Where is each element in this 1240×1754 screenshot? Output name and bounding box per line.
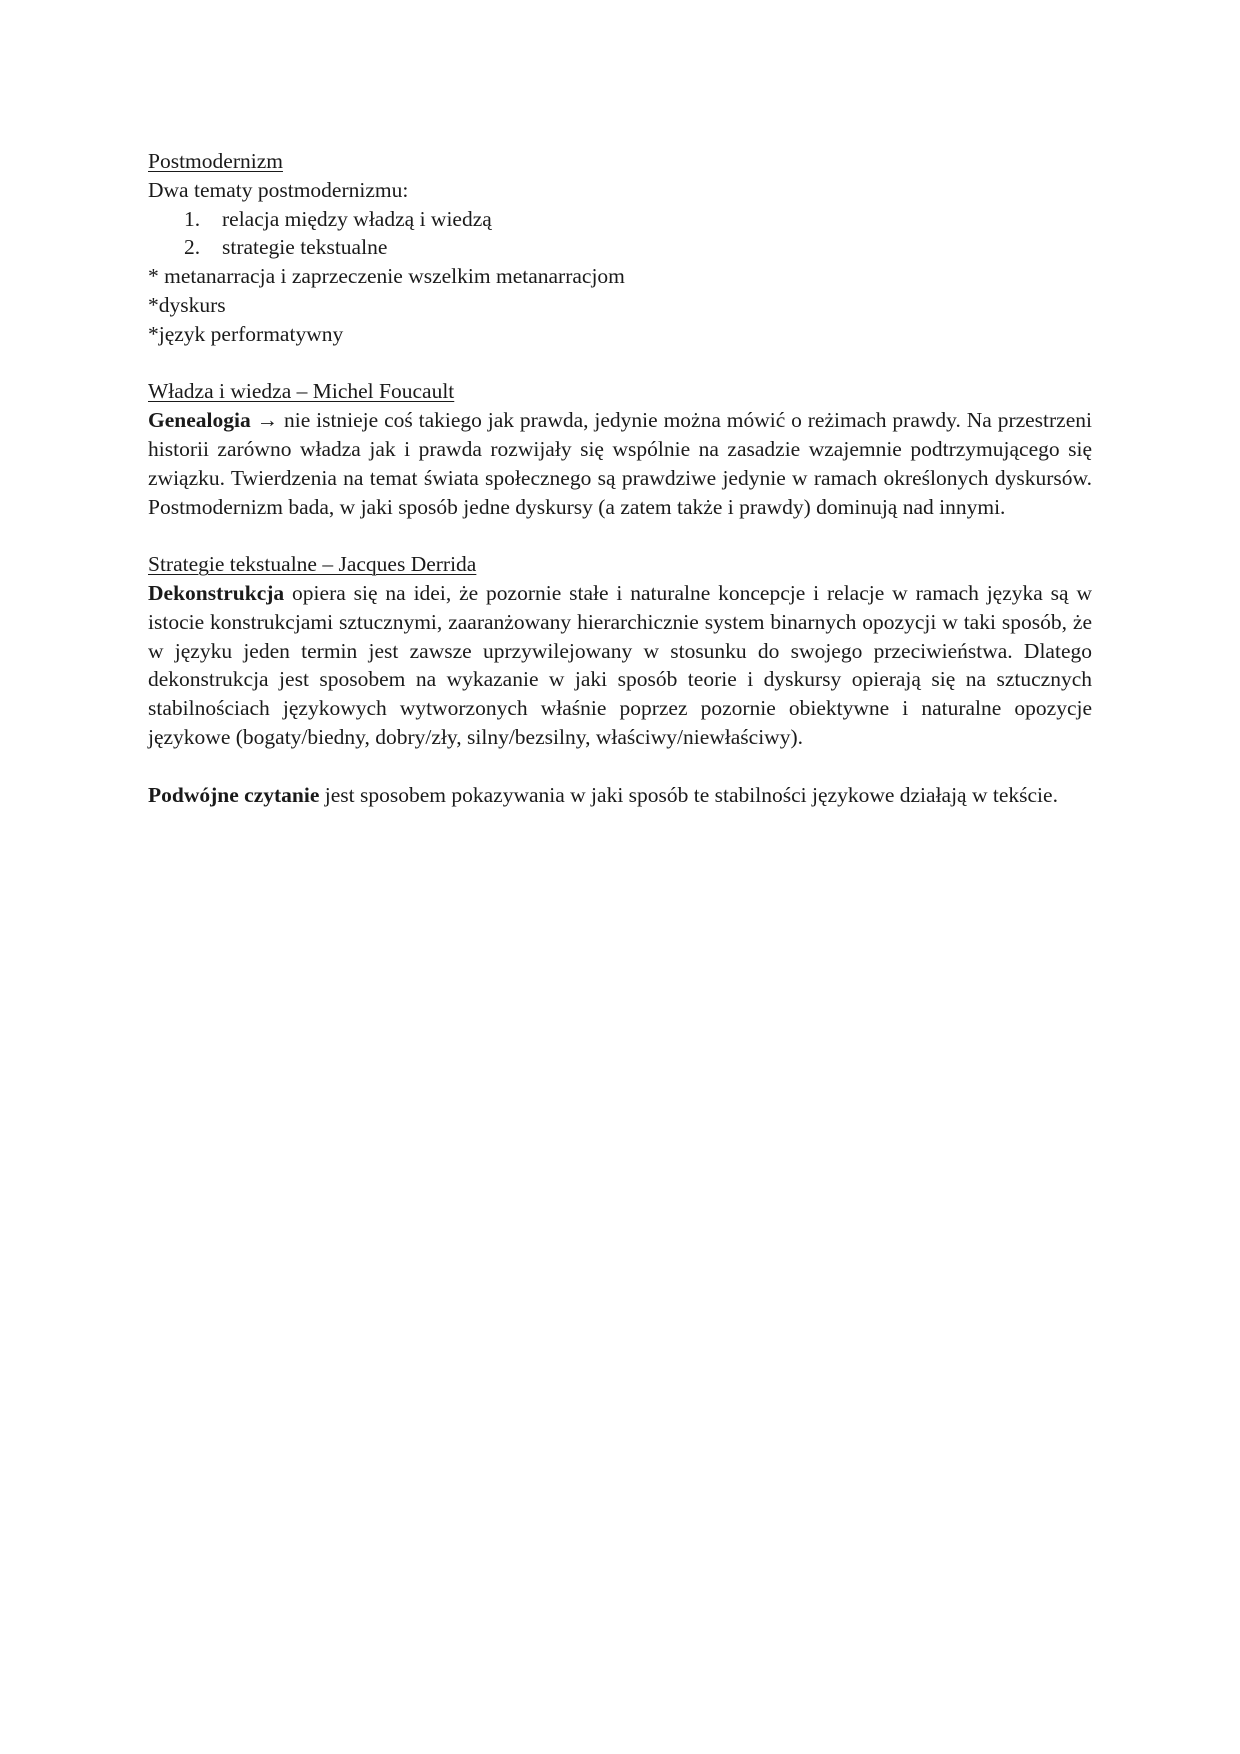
spacer (148, 521, 1092, 550)
intro-line: Dwa tematy postmodernizmu: (148, 177, 409, 202)
paragraph-dekonstrukcja (148, 579, 1092, 752)
document-page (148, 147, 1092, 809)
paragraph-podwojne-czytanie (148, 781, 1092, 810)
term-dekonstrukcja: Dekonstrukcja (148, 580, 285, 605)
spacer (148, 752, 1092, 781)
paragraph-text: jest sposobem pokazywania w jaki sposób te stabilności językowe działają w tekście. (319, 782, 1058, 807)
term-podwojne-czytanie: Podwójne czytanie (148, 782, 320, 807)
paragraph-genealogia (148, 406, 1092, 521)
bullet-line: * metanarracja i zaprzeczenie wszelkim metanarracjom (148, 264, 625, 289)
paragraph-text: opiera się na idei, że pozornie stałe i naturalne koncepcje i relacje w ramach języka są w istocie konstrukcjami sztucznymi, zaaranżowany hierarchicznie system binarnych opozycji w taki sposób, że w języku jeden termin jest zawsze uprzywilejowany w stosunku do swojego przeciwieństwa. Dlatego dekonstrukcja jest sposobem na wykazanie w jaki sposób teorie i dyskursy opierają się na sztucznych stabilnościach językowych wytworzonych właśnie poprzez pozornie obiektywne i naturalne opozycje językowe (bogaty/biedny, dobry/zły, silny/bezsilny, właściwy/niewłaściwy). (148, 580, 1092, 749)
document-title: Postmodernizm (148, 149, 283, 173)
topic-item (148, 205, 1092, 234)
paragraph-text: → nie istnieje coś takiego jak prawda, jedynie można mówić o reżimach prawdy. Na przestrzeni historii zarówno władza jak i prawda rozwijały się wspólnie na zasadzie wzajemnie podtrzymującego się związku. Twierdzenia na temat świata społecznego są prawdziwe jedynie w ramach określonych dyskursów. Postmodernizm bada, w jaki sposób jedne dyskursy (a zatem także i prawdy) dominują nad innymi. (148, 408, 1092, 519)
topics-list (148, 205, 1092, 263)
section-heading-foucault: Władza i wiedza – Michel Foucault (148, 379, 455, 404)
topic-text: strategie tekstualne (222, 235, 388, 260)
section-heading-derrida: Strategie tekstualne – Jacques Derrida (148, 552, 477, 577)
term-genealogia: Genealogia (148, 408, 251, 433)
topic-text: relacja między władzą i wiedzą (222, 206, 492, 231)
bullet-line: *język performatywny (148, 321, 344, 346)
topic-number: 1. (184, 206, 201, 231)
spacer (148, 349, 1092, 378)
topic-item (148, 233, 1092, 262)
bullet-line: *dyskurs (148, 292, 226, 317)
topic-number: 2. (184, 235, 201, 260)
